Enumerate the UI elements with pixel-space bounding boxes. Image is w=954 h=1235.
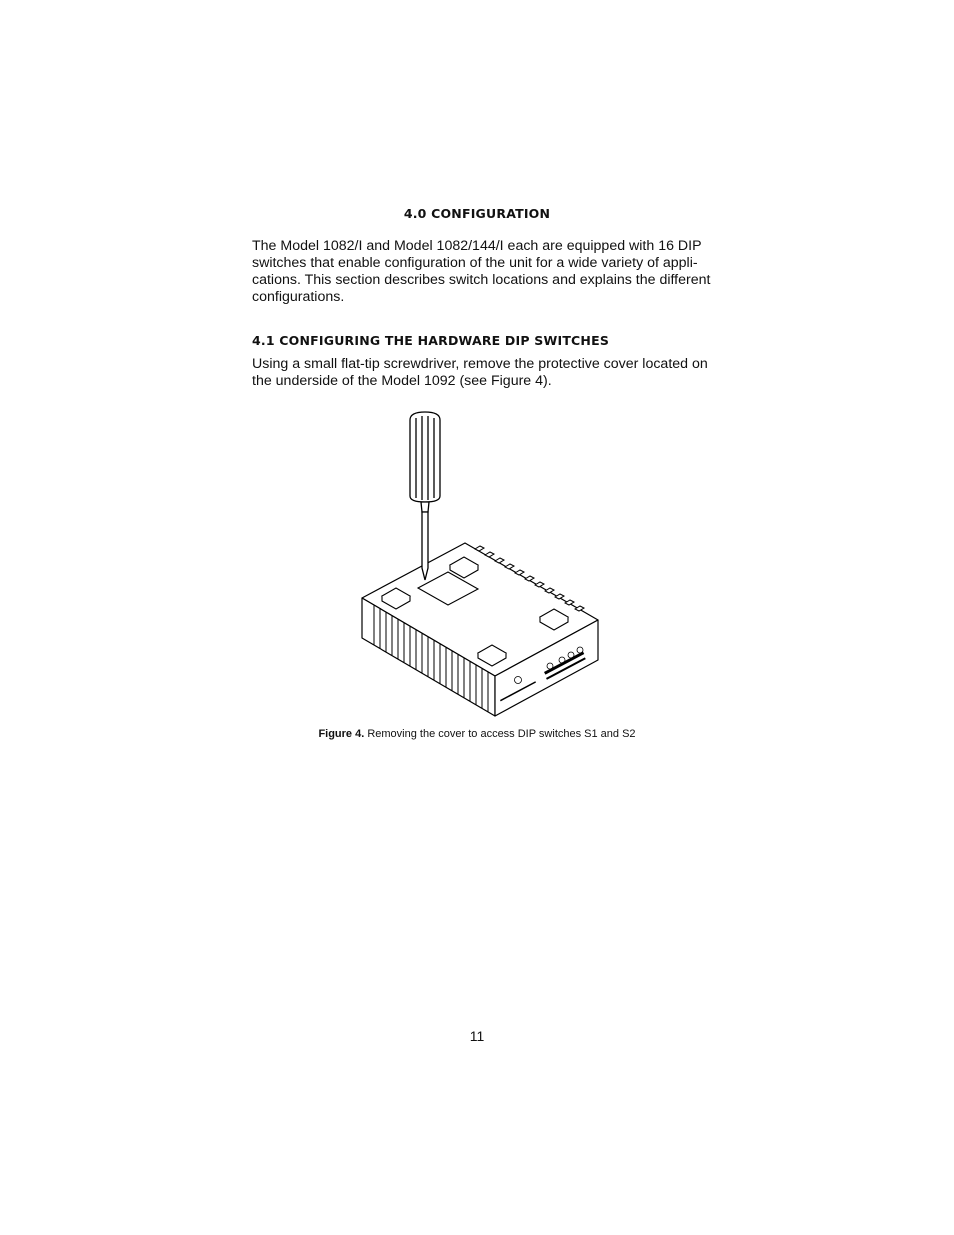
section-heading: 4.0 CONFIGURATION xyxy=(403,206,551,221)
figure-caption xyxy=(0,728,954,740)
page-number: 11 xyxy=(469,1028,485,1044)
subsection-heading: 4.1 CONFIGURING THE HARDWARE DIP SWITCHES xyxy=(252,333,610,348)
section-paragraph: The Model 1082/I and Model 1082/144/I each are equipped with 16 DIP switches that enable configuration of the unit for a wide variety of appli- cations. This section describes switch locations and explains the different configurations. xyxy=(252,238,711,305)
figure-screwdriver-modem xyxy=(350,408,610,728)
modem-illustration xyxy=(350,408,610,728)
subsection-paragraph: Using a small flat-tip screwdriver, remove the protective cover located on the underside of the Model 1092 (see Figure 4). xyxy=(252,356,708,389)
figure-caption-text: Removing the cover to access DIP switches S1 and S2 xyxy=(364,728,636,740)
figure-label: Figure 4. xyxy=(318,728,365,740)
